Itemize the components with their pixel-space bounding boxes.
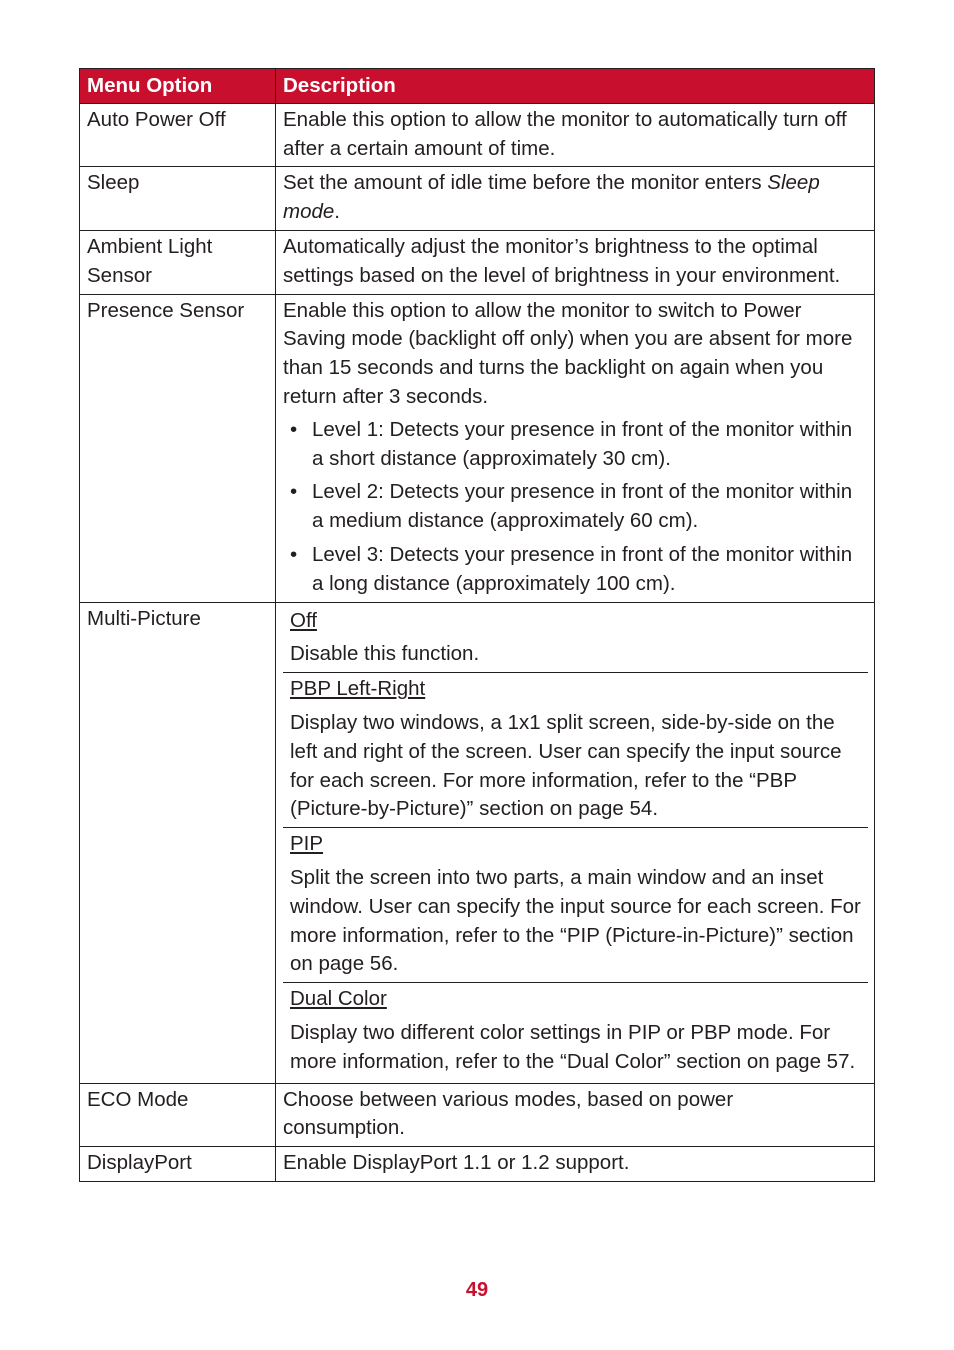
sub-text-off: Disable this function.: [290, 642, 480, 666]
sub-text-dual-color: Display two different color settings in PIP or PBP mode. For more information, refer to the “Dual Color” section on page 57.: [290, 1020, 856, 1073]
option-presence-sensor: Presence Sensor: [80, 294, 276, 602]
description-eco-mode: Choose between various modes, based on power consumption.: [276, 1083, 875, 1147]
header-menu-option: Menu Option: [80, 69, 276, 104]
table-row-auto-power-off: [80, 103, 875, 167]
bullet: •: [290, 542, 298, 566]
list-item: [283, 416, 868, 474]
table-row-ambient-light-sensor: [80, 230, 875, 294]
description-presence-sensor: [276, 294, 875, 602]
menu-options-table: [79, 68, 875, 1182]
bullet: •: [290, 480, 298, 504]
bullet: •: [290, 417, 298, 441]
sub-title-pbp: PBP Left-Right: [290, 677, 426, 701]
option-auto-power-off: Auto Power Off: [80, 103, 276, 167]
presence-sensor-text: Enable this option to allow the monitor to switch to Power Saving mode (backlight off only) when you are absent for more than 15 seconds and turns the backlight on again when you return after 3 seconds.: [283, 298, 853, 408]
list-item: [283, 541, 868, 599]
level-1-text: Level 1: Detects your presence in front of the monitor within a short distance (approximately 30 cm).: [312, 417, 853, 470]
option-multi-picture: Multi-Picture: [80, 602, 276, 1083]
multi-picture-pbp: [283, 673, 868, 828]
sub-title-pip: PIP: [290, 832, 324, 856]
sleep-description-text: Set the amount of idle time before the monitor enters: [283, 171, 768, 195]
multi-picture-off: [283, 605, 868, 674]
table-row-sleep: [80, 167, 875, 231]
table-row-displayport: [80, 1147, 875, 1182]
sub-title-off: Off: [290, 608, 317, 632]
multi-picture-dual-color: [283, 983, 868, 1079]
option-displayport: DisplayPort: [80, 1147, 276, 1182]
description-multi-picture: [276, 602, 875, 1083]
sleep-mode-emphasis: Sleep mode: [283, 171, 820, 224]
description-ambient-light-sensor: Automatically adjust the monitor’s brightness to the optimal settings based on the level of brightness in your environment.: [276, 230, 875, 294]
description-sleep: [276, 167, 875, 231]
sub-text-pip: Split the screen into two parts, a main window and an inset window. User can specify the input source for each screen. For more information, refer to the “PIP (Picture-in-Picture)” section on page 56.: [290, 865, 861, 976]
table-row-eco-mode: [80, 1083, 875, 1147]
description-displayport: Enable DisplayPort 1.1 or 1.2 support.: [276, 1147, 875, 1182]
list-item: [283, 478, 868, 536]
sub-text-pbp: Display two windows, a 1x1 split screen, side-by-side on the left and right of the screen. User can specify the input source for each screen. For more information, refer to the “PBP (Picture-by-Picture)” section on page 54.: [290, 710, 842, 821]
header-description: Description: [276, 69, 875, 104]
table-row-presence-sensor: [80, 294, 875, 602]
table-header-row: [80, 69, 875, 104]
level-3-text: Level 3: Detects your presence in front of the monitor within a long distance (approximately 100 cm).: [312, 542, 853, 595]
presence-levels-list: [283, 416, 868, 599]
table-row-multi-picture: [80, 602, 875, 1083]
option-ambient-light-sensor: Ambient Light Sensor: [80, 230, 276, 294]
sub-title-dual-color: Dual Color: [290, 987, 387, 1011]
option-eco-mode: ECO Mode: [80, 1083, 276, 1147]
sleep-description-end: .: [334, 200, 340, 224]
page-number: 49: [465, 1279, 489, 1301]
level-2-text: Level 2: Detects your presence in front of the monitor within a medium distance (approximately 60 cm).: [312, 480, 853, 533]
description-auto-power-off: Enable this option to allow the monitor to automatically turn off after a certain amount of time.: [276, 103, 875, 167]
multi-picture-pip: [283, 828, 868, 983]
option-sleep: Sleep: [80, 167, 276, 231]
